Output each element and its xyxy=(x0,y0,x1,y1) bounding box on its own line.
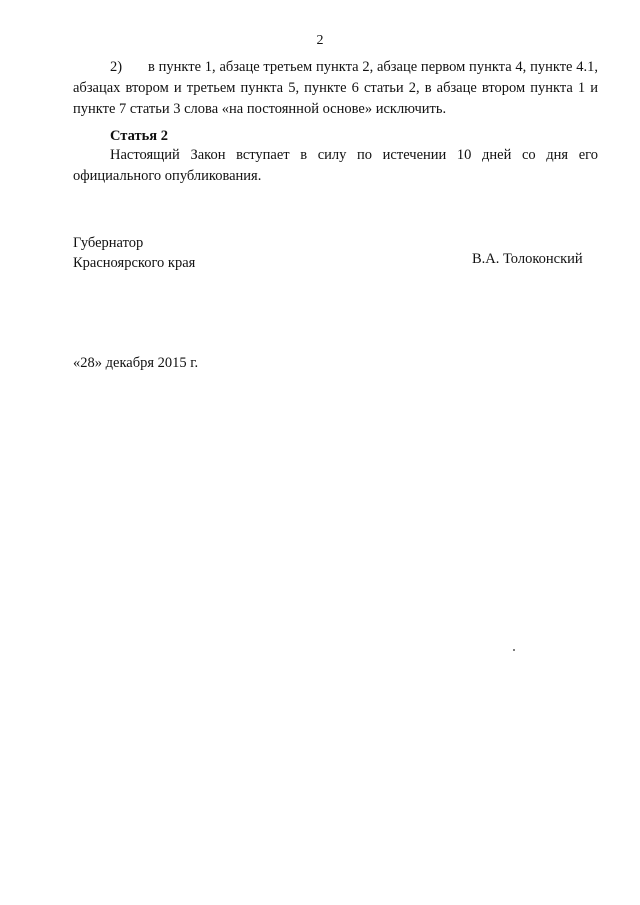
item-number: 2) xyxy=(110,59,123,75)
signing-date: «28» декабря 2015 г. xyxy=(73,355,199,371)
article-title: Статья 2 xyxy=(110,128,168,144)
position-line-2: Красноярского края xyxy=(73,255,196,271)
signatory-position xyxy=(73,233,195,273)
page-number: 2 xyxy=(316,33,324,48)
amendment-item-paragraph xyxy=(73,57,598,120)
signatory-name: В.А. Толоконский xyxy=(472,251,583,267)
position-line-1: Губернатор xyxy=(73,235,144,251)
scan-speck xyxy=(513,649,515,651)
article-text: Настоящий Закон вступает в силу по истечении 10 дней со дня его официального опубликования. xyxy=(73,147,598,184)
item-text: в пункте 1, абзаце третьем пункта 2, абзаце первом пункта 4, пункте 4.1, абзацах втором и третьем пункта 5, пункте 6 статьи 2, в абзаце втором пункта 1 и пункте 7 статьи 3 слова «на постоянной основе» исключить. xyxy=(73,59,598,117)
